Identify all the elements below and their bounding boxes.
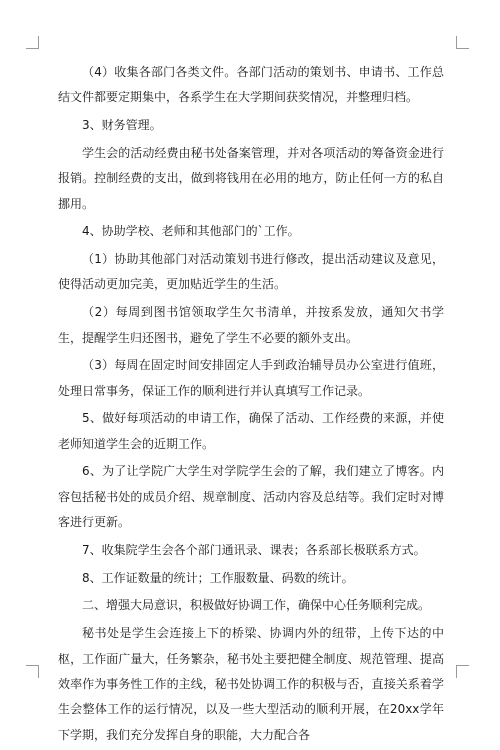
paragraph-assist-3: （3）每周在固定时间安排固定人手到政治辅导员办公室进行值班，处理日常事务，保证工作的顺利进行并认真填写工作记录。 [58,358,444,398]
crop-mark-bottom-right [456,665,469,678]
paragraph-funds: 学生会的活动经费由秘书处备案管理，并对各项活动的筹备资金进行报销。控制经费的支出，做到将钱用在必用的地方，防止任何一方的私自挪用。 [58,145,444,211]
paragraph-collect-files: （4）收集各部门各类文件。各部门活动的策划书、申请书、工作总结文件都要定期集中，各系学生在大学期间获奖情况，并整理归档。 [58,65,444,105]
paragraph-assist-2: （2）每周到图书馆领取学生欠书清单，并按系发放，通知欠书学生，提醒学生归还图书，避免了学生不必要的额外支出。 [58,305,444,345]
crop-mark-bottom-left [26,665,39,678]
paragraph-item-5: 5、做好每项活动的申请工作，确保了活动、工作经费的来源，并使老师知道学生会的近期工作。 [58,411,444,451]
heading-assist-work: 4、协助学校、老师和其他部门的`工作。 [82,224,300,239]
paragraph-assist-1: （1）协助其他部门对活动策划书进行修改，提出活动建议及意见，使得活动更加完美，更加贴近学生的生活。 [58,252,444,292]
document-body [58,60,444,750]
crop-mark-top-left [26,36,39,49]
paragraph-item-8: 8、工作证数量的统计；工作服数量、码数的统计。 [82,570,354,585]
paragraph-item-6: 6、为了让学院广大学生对学院学生会的了解，我们建立了博客。内容包括秘书处的成员介绍、规章制度、活动内容及总结等。我们定时对博客进行更新。 [58,464,444,530]
heading-section-two: 二、增强大局意识，积极做好协调工作，确保中心任务顺利完成。 [82,598,431,613]
paragraph-item-7: 7、收集院学生会各个部门通讯录、课表；各系部长极联系方式。 [82,542,426,557]
heading-financial-management: 3、财务管理。 [82,118,162,133]
crop-mark-top-right [456,36,469,49]
paragraph-secretariat: 秘书处是学生会连接上下的桥梁、协调内外的纽带，上传下达的中枢，工作面广量大，任务繁杂，秘书处主要把健全制度、规范管理、提高效率作为事务性工作的主线，秘书处协调工作的积极与否，直接关系着学生会整体工作的运行情况，以及一些大型活动的顺利开展，在20xx学年下学期，我们充分发挥自身的职能，大力配合各 [58,626,444,742]
